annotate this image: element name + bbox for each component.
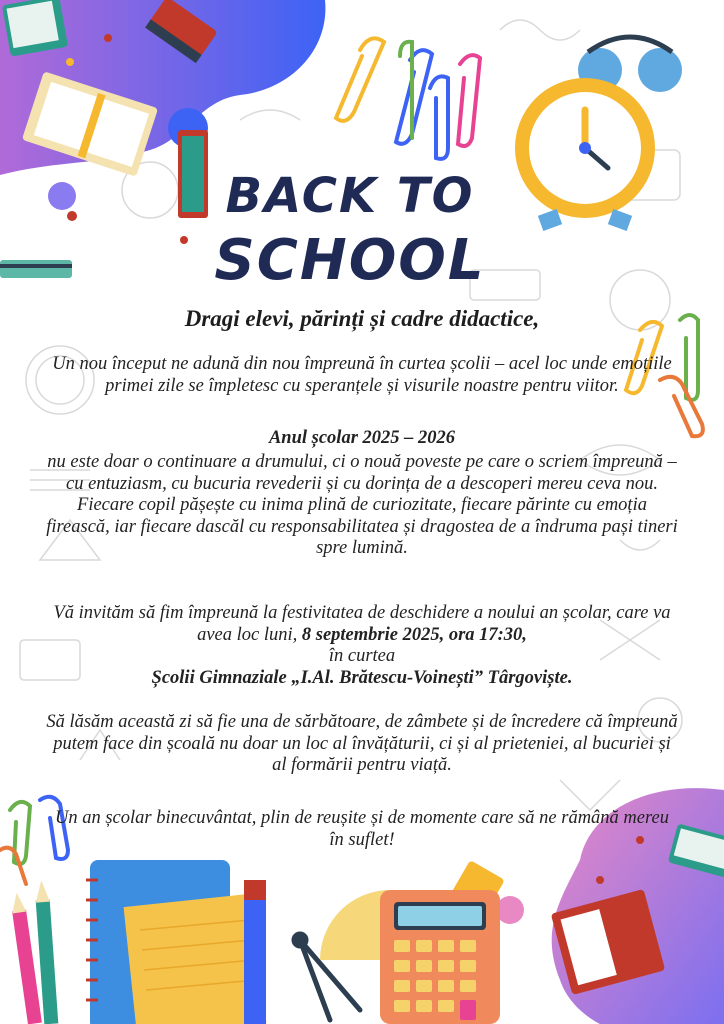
school-name: Școlii Gimnaziale „I.Al. Brătescu-Voinești” Târgoviște. bbox=[151, 667, 573, 688]
greeting: Dragi elevi, părinți și cadre didactice, bbox=[184, 306, 540, 331]
alarm-clock-icon bbox=[515, 37, 682, 231]
title-line-1: BACK TO bbox=[225, 168, 475, 224]
event-date-time: 8 septembrie 2025, ora 17:30, bbox=[301, 624, 527, 645]
invitation-text: Vă invităm să fim împreună la festivitatea de deschidere a noului an școlar, care va avea loc luni, bbox=[53, 603, 671, 645]
place-prefix: în curtea bbox=[328, 646, 396, 666]
celebration-paragraph: Să lăsăm această zi să fie una de sărbătoare, de zâmbete și de încredere că împreună putem face din școală nu doar un loc al învățăturii, ci și al prieteniei, al bucuriei și al formării pentru viață. bbox=[46, 712, 678, 775]
title-line-2: SCHOOL bbox=[214, 228, 486, 293]
invitation-paragraph bbox=[46, 603, 678, 689]
school-year: Anul școlar 2025 – 2026 bbox=[268, 428, 456, 448]
story-paragraph: nu este doar o continuare a drumului, ci o nouă poveste pe care o scriem împreună – cu entuziasm, cu bucuria revederii și cu dorința de a descoperi mereu ceva nou. Fiecare copil pășește cu inima plină de curiozitate, fiecare părinte cu emoția firească, iar fiecare dascăl cu responsabilitatea și dragostea de a îndruma pași tineri spre lumină. bbox=[46, 452, 678, 558]
intro-paragraph: Un nou început ne adună din nou împreună în curtea școlii – acel loc unde emoțiile primei zile se împletesc cu speranțele și visurile noastre pentru viitor. bbox=[52, 354, 672, 396]
wish-paragraph: Un an școlar binecuvântat, plin de reușite și de momente care să ne rămână mereu în suflet! bbox=[55, 808, 669, 850]
notebook-icon bbox=[10, 860, 267, 1024]
